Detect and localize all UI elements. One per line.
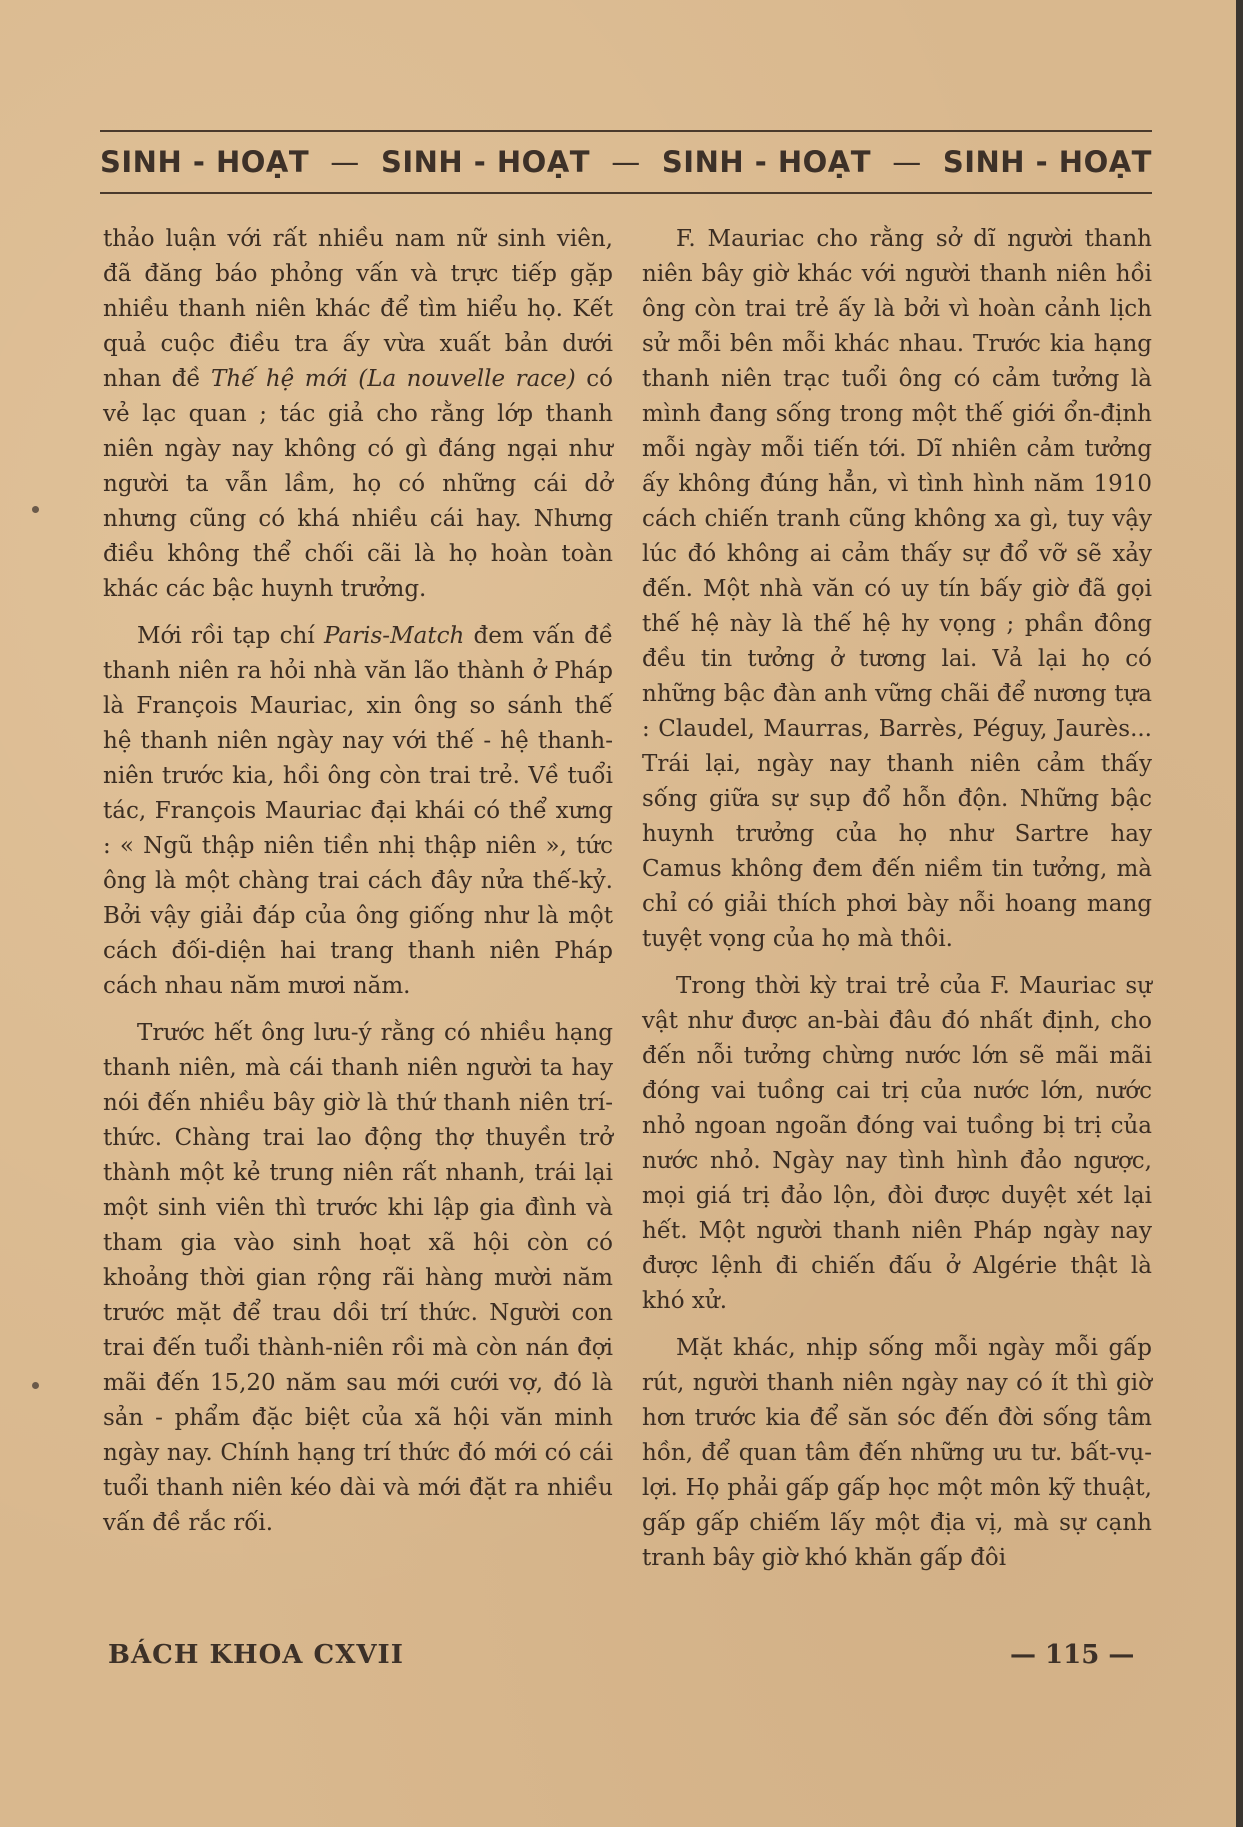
header-item: SINH - HOẠT xyxy=(942,145,1152,179)
header-separator: — xyxy=(330,145,360,179)
header-item: SINH - HOẠT xyxy=(661,145,872,179)
paragraph: Trước hết ông lưu-ý rằng có nhiều hạng thanh niên, mà cái thanh niên người ta hay nói đến nhiều bây giờ là thứ thanh niên trí-thức. Chàng trai lao động thợ thuyền trở thành một kẻ trung niên rất nhanh, trái lại một sinh viên thì trước khi lập gia đình và tham gia vào sinh hoạt xã hội còn có khoảng thời gian rộng rãi hàng mười năm trước mặt để trau dồi trí thức. Người con trai đến tuổi thành-niên rồi mà còn nán đợi mãi đến 15,20 năm sau mới cưới vợ, đó là sản - phẩm đặc biệt của xã hội văn minh ngày nay. Chính hạng trí thức đó mới có cái tuổi thanh niên kéo dài và mới đặt ra nhiều vấn đề rắc rối. xyxy=(103,1020,613,1536)
paragraph: Trong thời kỳ trai trẻ của F. Mauriac sự vật như được an-bài đâu đó nhất định, cho đến nỗi tưởng chừng nước lớn sẽ mãi mãi đóng vai tuồng cai trị của nước lớn, nước nhỏ ngoan ngoãn đóng vai tuồng bị trị của nước nhỏ. Ngày nay tình hình đảo ngược, mọi giá trị đảo lộn, đòi được duyệt xét lại hết. Một người thanh niên Pháp ngày nay được lệnh đi chiến đấu ở Algérie thật là khó xử. xyxy=(642,973,1152,1314)
header-separator: — xyxy=(611,145,641,179)
journal-footer: BÁCH KHOA CXVII xyxy=(108,1640,404,1670)
right-column xyxy=(642,222,1152,1588)
running-header xyxy=(100,130,1152,194)
margin-dot-decoration xyxy=(32,1382,39,1389)
margin-dot-decoration xyxy=(32,506,39,513)
paragraph-text: có vẻ lạc quan ; tác giả cho rằng lớp thanh niên ngày nay không có gì đáng ngại như người ta vẫn lầm, họ có những cái dở nhưng cũng có khá nhiều cái hay. Nhưng điều không thể chối cãi là họ hoàn toàn khác các bậc huynh trưởng. xyxy=(103,366,613,602)
header-item: SINH - HOẠT xyxy=(380,145,591,179)
paragraph xyxy=(103,222,613,607)
header-separator: — xyxy=(892,145,922,179)
book-title: Thế hệ mới (La nouvelle race) xyxy=(211,366,576,392)
paragraph: F. Mauriac cho rằng sở dĩ người thanh niên bây giờ khác với người thanh niên hồi ông còn trai trẻ ấy là bởi vì hoàn cảnh lịch sử mỗi bên mỗi khác nhau. Trước kia hạng thanh niên trạc tuổi ông có cảm tưởng là mình đang sống trong một thế giới ổn-định mỗi ngày mỗi tiến tới. Dĩ nhiên cảm tưởng ấy không đúng hẳn, vì tình hình năm 1910 cách chiến tranh cũng không xa gì, tuy vậy lúc đó không ai cảm thấy sự đổ vỡ sẽ xảy đến. Một nhà văn có uy tín bấy giờ đã gọi thế hệ này là thế hệ hy vọng ; phần đông đều tin tưởng ở tương lai. Vả lại họ có những bậc đàn anh vững chãi để nương tựa : Claudel, Maurras, Barrès, Péguy, Jaurès... Trái lại, ngày nay thanh niên cảm thấy sống giữa sự sụp đổ hỗn độn. Những bậc huynh trưởng của họ như Sartre hay Camus không đem đến niềm tin tưởng, mà chỉ có giải thích phơi bày nỗi hoang mang tuyệt vọng của họ mà thôi. xyxy=(642,226,1152,952)
left-column xyxy=(103,222,613,1553)
magazine-title: Paris-Match xyxy=(323,623,465,649)
paragraph xyxy=(103,619,613,1004)
header-item: SINH - HOẠT xyxy=(100,145,310,179)
page-number: — 115 — xyxy=(1010,1640,1135,1670)
paragraph: Mặt khác, nhịp sống mỗi ngày mỗi gấp rút, người thanh niên ngày nay có ít thì giờ hơn trước kia để săn sóc đến đời sống tâm hồn, để quan tâm đến những ưu tư. bất-vụ-lợi. Họ phải gấp gấp học một môn kỹ thuật, gấp gấp chiếm lấy một địa vị, mà sự cạnh tranh bây giờ khó khăn gấp đôi xyxy=(642,1335,1152,1571)
paragraph-text: thảo luận với rất nhiều nam nữ sinh viên, đã đăng báo phỏng vấn và trực tiếp gặp nhiều thanh niên khác để tìm hiểu họ. Kết quả cuộc điều tra ấy vừa xuất bản dưới nhan đề xyxy=(103,226,613,392)
paragraph-text: đem vấn đề thanh niên ra hỏi nhà văn lão thành ở Pháp là François Mauriac, xin ông so sánh thế hệ thanh niên ngày nay với thế - hệ thanh-niên trước kia, hồi ông còn trai trẻ. Về tuổi tác, François Mauriac đại khái có thể xưng : « Ngũ thập niên tiền nhị thập niên », tức ông là một chàng trai cách đây nửa thế-kỷ. Bởi vậy giải đáp của ông giống như là một cách đối-diện hai trang thanh niên Pháp cách nhau năm mươi năm. xyxy=(103,623,613,999)
paragraph-text: Mới rồi tạp chí xyxy=(137,623,324,649)
